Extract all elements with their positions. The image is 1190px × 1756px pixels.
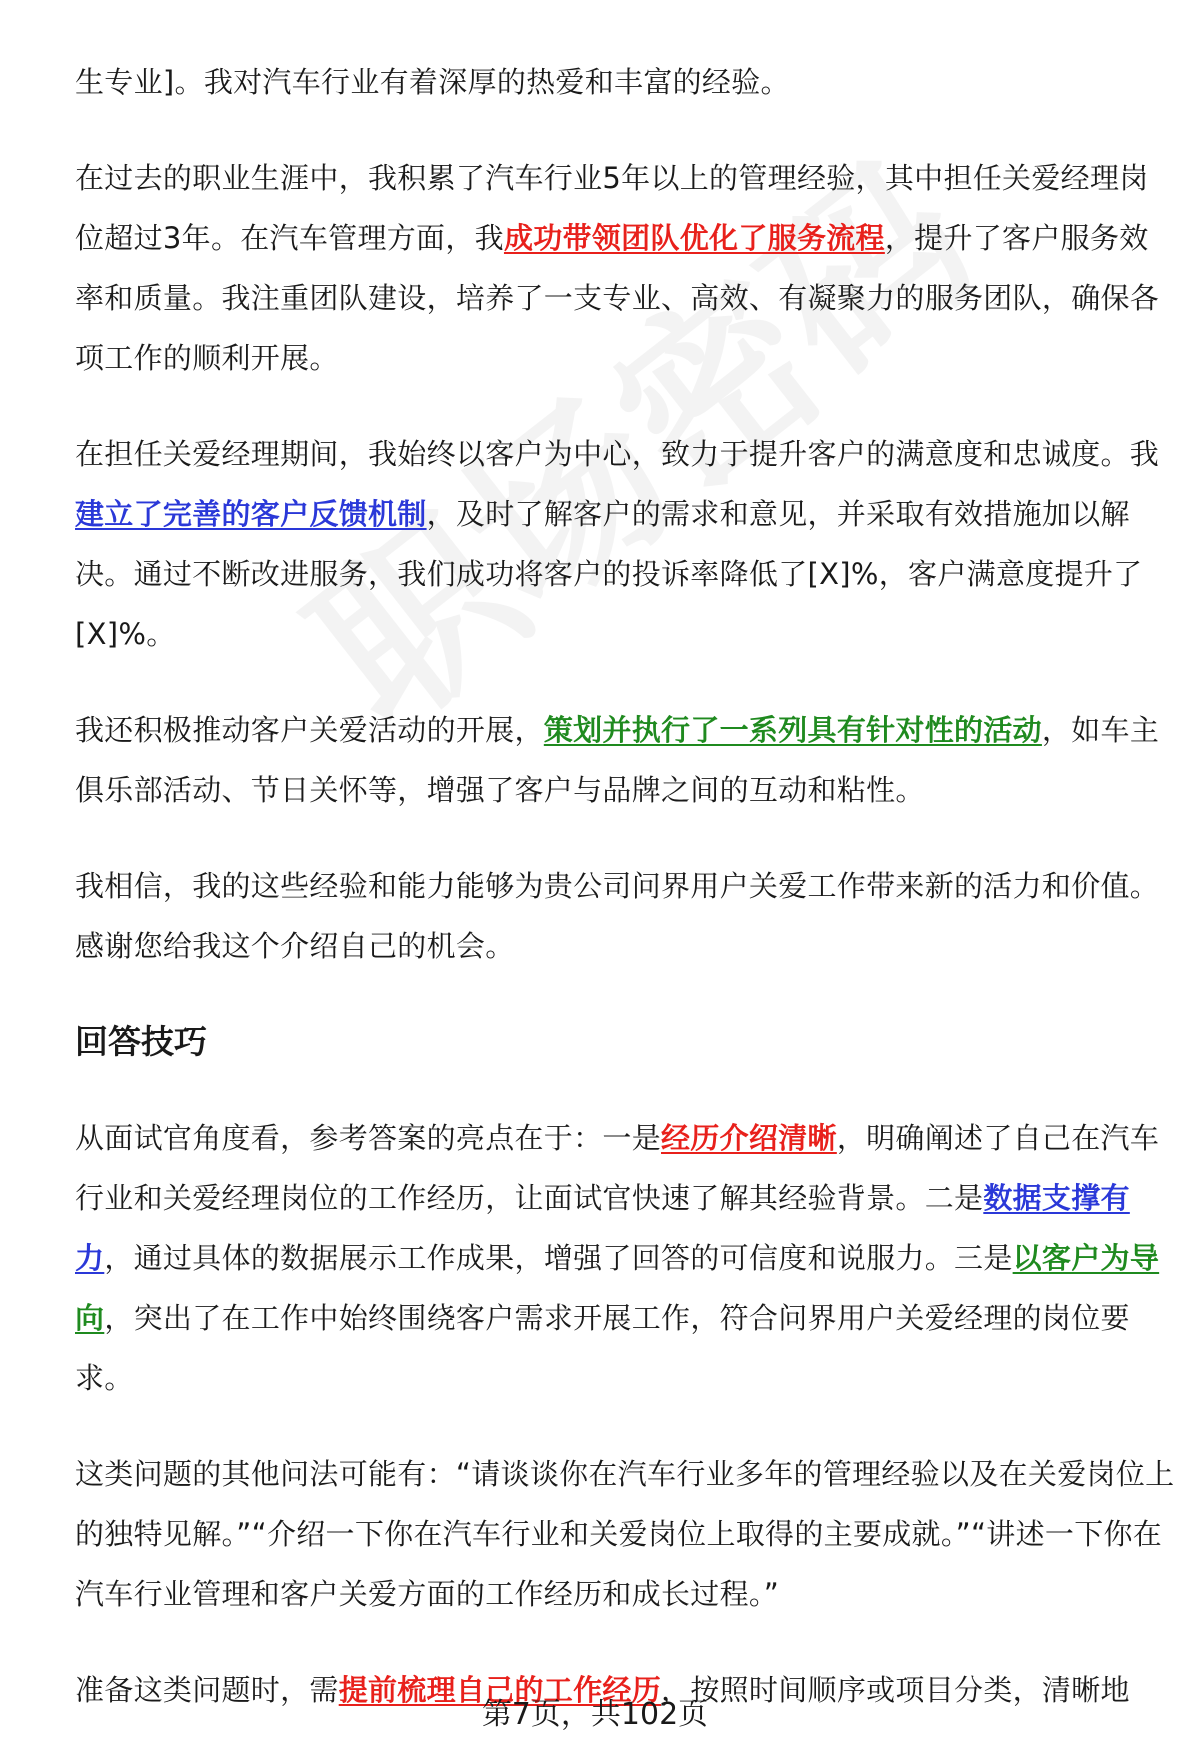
section-title: 回答技巧 <box>75 1022 207 1061</box>
page-content <box>75 52 1175 1756</box>
text-run: 我还积极推动客户关爱活动的开展， <box>75 713 544 747</box>
text-run: 从面试官角度看，参考答案的亮点在于：一是 <box>75 1121 662 1155</box>
text-run: ，通过具体的数据展示工作成果，增强了回答的可信度和说服力。三是 <box>104 1241 1013 1275</box>
text-run: 生专业]。我对汽车行业有着深厚的热爱和丰富的经验。 <box>75 65 790 99</box>
tips-body <box>75 1108 1175 1720</box>
answer-paragraph <box>75 52 1175 112</box>
text-run: ，提升了客户服务效率和质量。我注重团队建设，培养了一支专业、高效、有凝聚力的服务团队，确保各项工作的顺利开展。 <box>75 221 1160 375</box>
text-run: ，如车主俱乐部活动、节日关怀等，增强了客户与品牌之间的互动和粘性。 <box>75 713 1160 807</box>
text-run: 准备这类问题时，需 <box>75 1673 339 1707</box>
highlighted-phrase: 以客户为导向 <box>75 1241 1160 1335</box>
answer-paragraph <box>75 424 1175 664</box>
text-run: ，明确阐述了自己在汽车行业和关爱经理岗位的工作经历，让面试官快速了解其经验背景。二是 <box>75 1121 1160 1215</box>
tips-paragraph <box>75 1108 1175 1408</box>
text-run: 在过去的职业生涯中，我积累了汽车行业5年以上的管理经验，其中担任关爱经理岗位超过3年。在汽车管理方面，我 <box>75 161 1149 255</box>
highlighted-phrase: 策划并执行了一系列具有针对性的活动 <box>543 713 1042 747</box>
highlighted-phrase: 成功带领团队优化了服务流程 <box>503 221 885 255</box>
text-run: ，突出了在工作中始终围绕客户需求开展工作，符合问界用户关爱经理的岗位要求。 <box>75 1301 1130 1395</box>
text-run: 我相信，我的这些经验和能力能够为贵公司问界用户关爱工作带来新的活力和价值。感谢您给我这个介绍自己的机会。 <box>75 869 1160 963</box>
tips-paragraph <box>75 1444 1175 1624</box>
text-run: 这类问题的其他问法可能有：“请谈谈你在汽车行业多年的管理经验以及在关爱岗位上的独特见解。”“介绍一下你在汽车行业和关爱岗位上取得的主要成就。”“讲述一下你在汽车行业管理和客户关爱方面的工作经历和成长过程。” <box>75 1457 1175 1611</box>
text-run: ，及时了解客户的需求和意见，并采取有效措施加以解决。通过不断改进服务，我们成功将客户的投诉率降低了[X]%，客户满意度提升了[X]%。 <box>75 497 1143 651</box>
text-run: ，按照时间顺序或项目分类，清晰地 <box>661 1673 1130 1707</box>
highlighted-phrase: 经历介绍清晰 <box>661 1121 837 1155</box>
highlighted-phrase: 数据支撑有力 <box>75 1181 1130 1275</box>
answer-paragraph <box>75 700 1175 820</box>
text-run: 在担任关爱经理期间，我始终以客户为中心，致力于提升客户的满意度和忠诚度。我 <box>75 437 1160 471</box>
answer-body <box>75 52 1175 976</box>
highlighted-phrase: 提前梳理自己的工作经历 <box>338 1673 662 1707</box>
page-number: 第7页，共102页 <box>481 1697 709 1732</box>
answer-paragraph <box>75 856 1175 976</box>
answer-paragraph <box>75 148 1175 388</box>
highlighted-phrase: 建立了完善的客户反馈机制 <box>75 497 427 531</box>
